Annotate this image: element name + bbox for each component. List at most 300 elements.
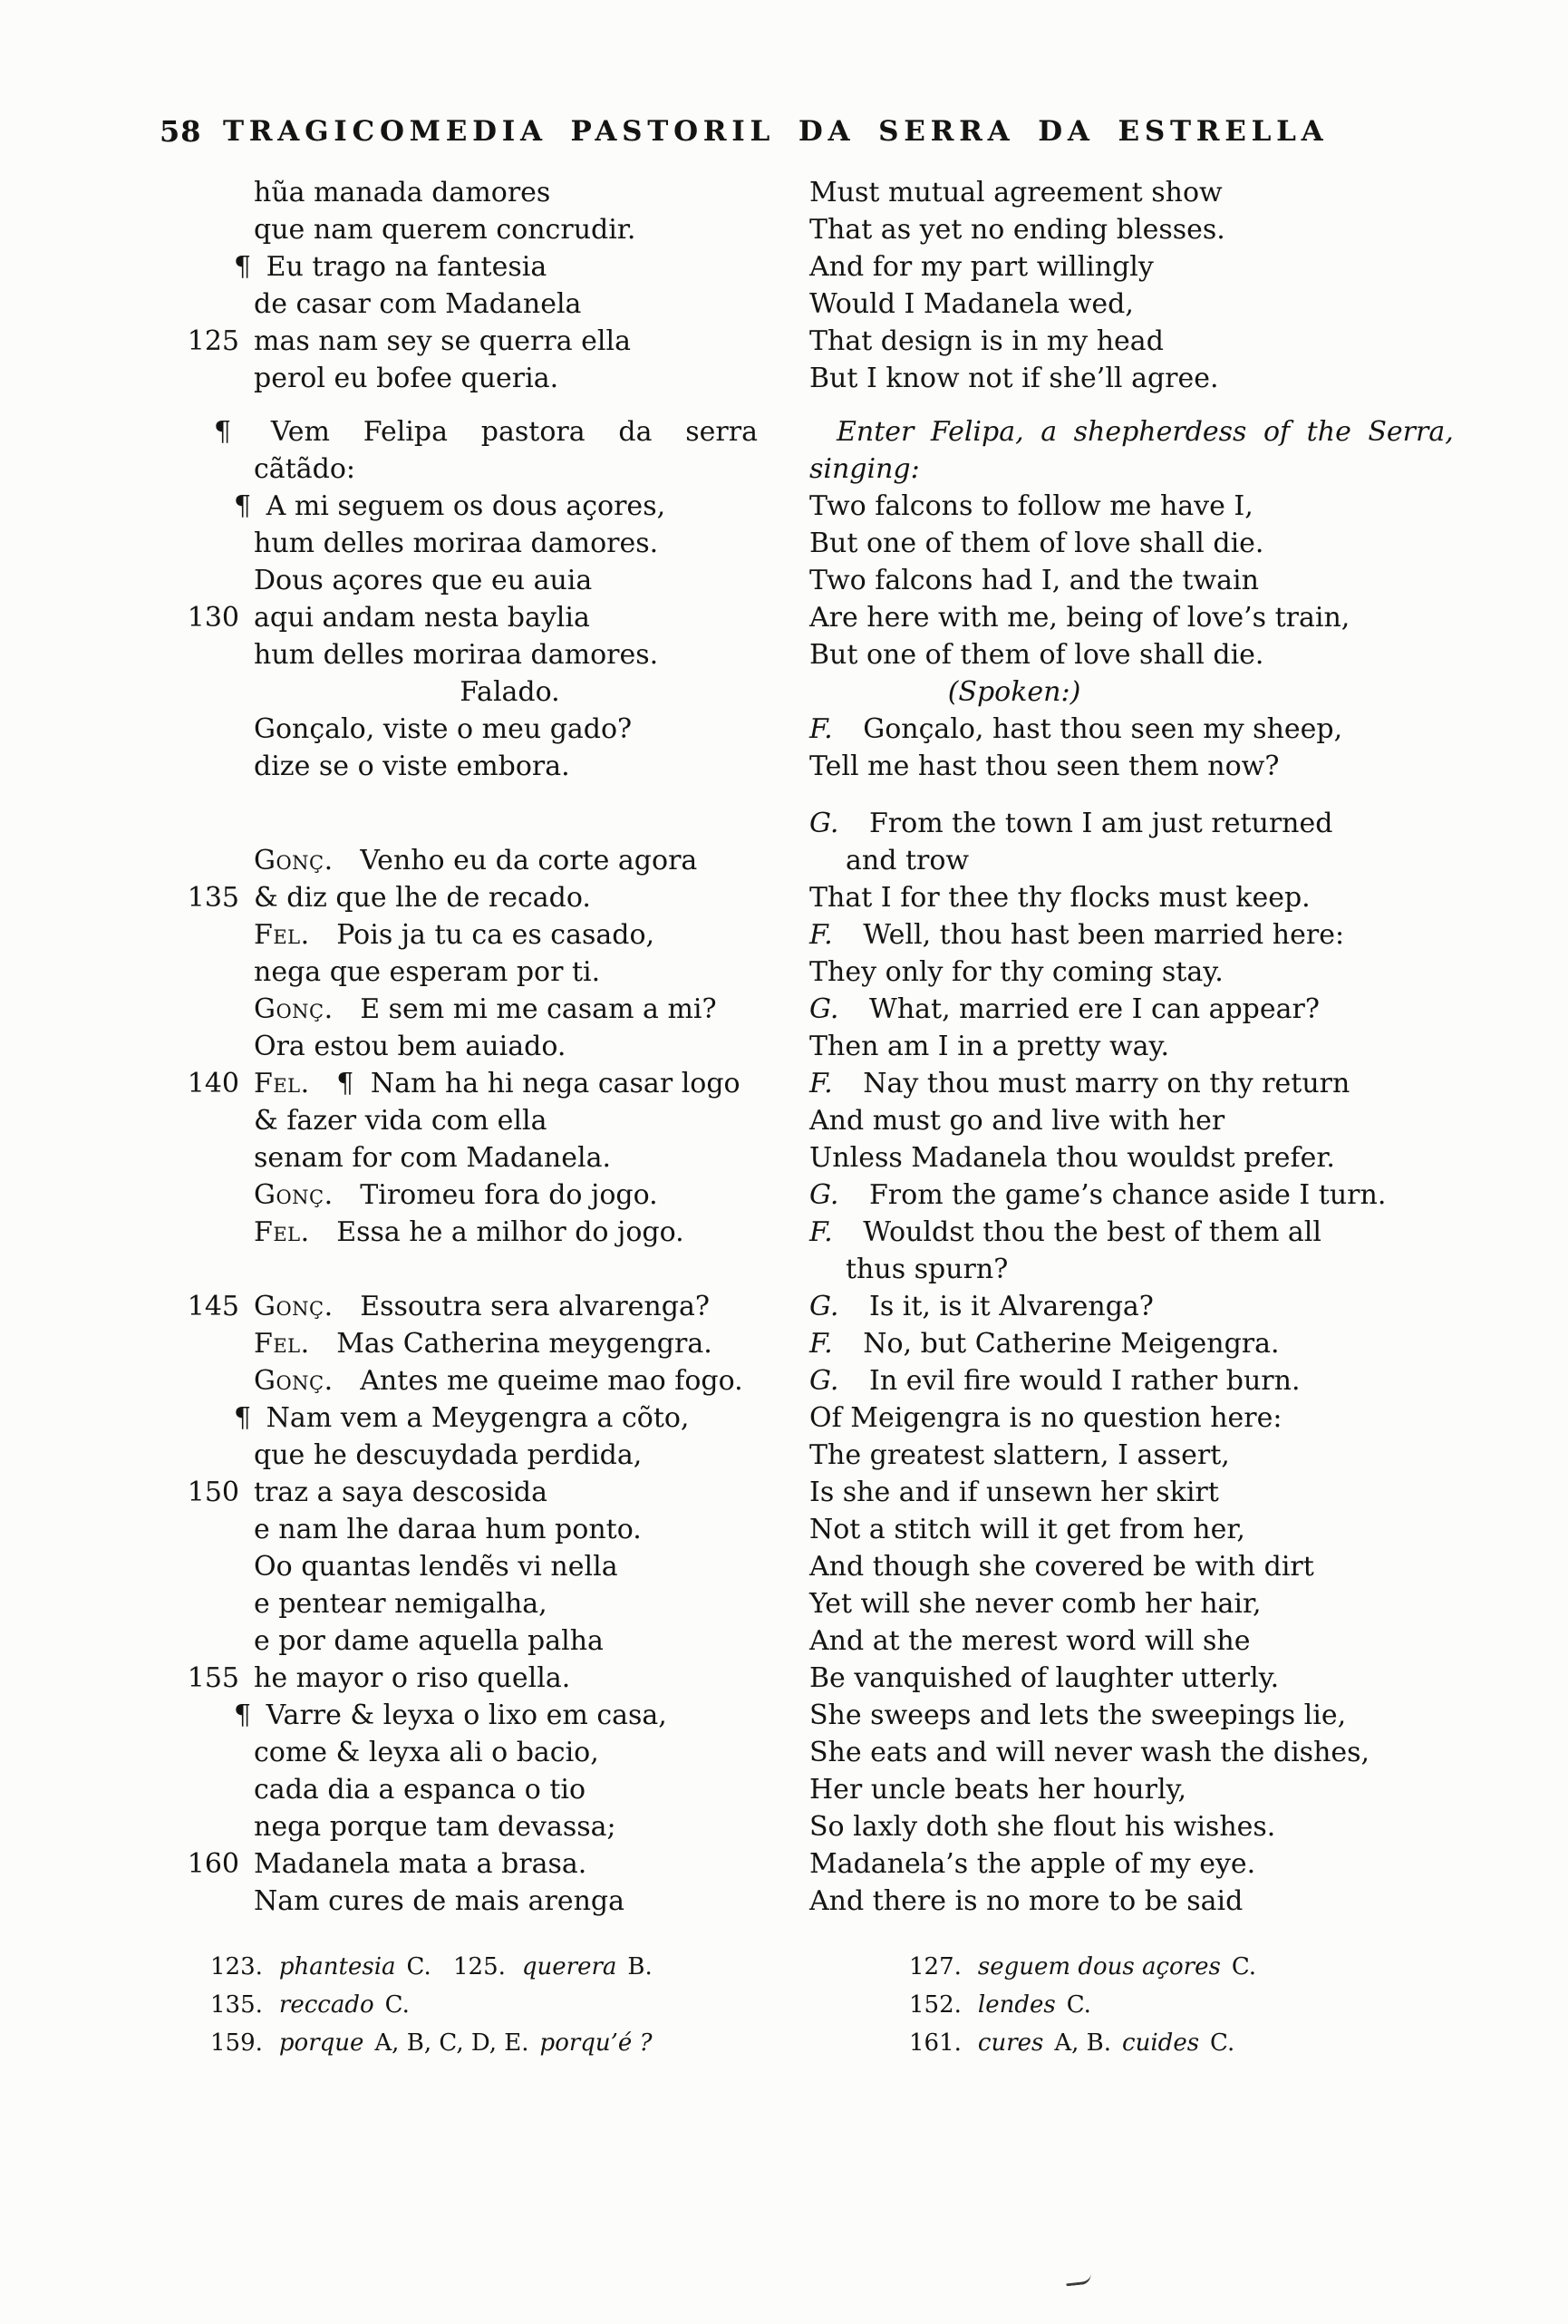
footnote-row	[163, 1987, 1450, 2025]
verse-text: But I know not if she’ll agree.	[809, 363, 1219, 394]
verse-text: e pentear nemigalha,	[254, 1588, 547, 1620]
verse-line-right	[809, 1548, 1516, 1585]
verse-text: And at the merest word will she	[809, 1625, 1251, 1657]
verse-text: In evil fire would I rather burn.	[868, 1365, 1301, 1397]
footnote-text: B.	[627, 1953, 653, 1980]
verse-line-left	[254, 1139, 809, 1177]
verse-text: Varre & leyxa o lixo em casa,	[266, 1699, 667, 1731]
verse-row	[163, 1845, 1523, 1883]
verse-text: Pois ja tu ca es casado,	[336, 919, 655, 951]
verse-row	[163, 248, 1523, 286]
verse-text: What, married ere I can appear?	[868, 993, 1320, 1025]
verse-text: Her uncle beats her hourly,	[809, 1774, 1187, 1806]
verse-line-right	[809, 1251, 1553, 1288]
verse-text: aqui andam nesta baylia	[254, 602, 590, 634]
pilcrow-icon: ¶	[336, 1068, 354, 1099]
verse-text: cada dia a espanca o tio	[254, 1774, 586, 1806]
footnote-text: cures	[977, 2029, 1044, 2057]
verse-line-right	[809, 599, 1516, 636]
verse-row	[163, 1139, 1523, 1177]
verse-text: That design is in my head	[809, 325, 1164, 357]
line-number: 130	[187, 602, 239, 634]
verse-row	[163, 1362, 1523, 1399]
verse-row	[163, 562, 1523, 599]
verse-text: Is she and if unsewn her skirt	[809, 1477, 1219, 1508]
verse-line-right	[809, 488, 1516, 525]
verse-line-right	[809, 991, 1516, 1028]
verse-text: So laxly doth she flout his wishes.	[809, 1811, 1276, 1843]
speaker-label: Gonç.	[254, 1365, 334, 1397]
verse-line-right	[809, 711, 1516, 748]
verse-text: Two falcons had I, and the twain	[809, 565, 1259, 596]
verse-line-left	[254, 879, 809, 916]
speaker-label: G.	[809, 1365, 839, 1397]
verse-row	[163, 916, 1523, 954]
pilcrow-icon: ¶	[214, 416, 232, 448]
verse-line-right	[809, 1845, 1516, 1883]
verse-row	[163, 711, 1523, 748]
verse-text: Tiromeu fora do jogo.	[360, 1179, 658, 1211]
footnote-line-ref: 127.	[909, 1953, 962, 1980]
footnote-line-ref: 125.	[453, 1953, 506, 1980]
footnote-text: A, B.	[1054, 2029, 1112, 2057]
verse-text: Not a stitch will it get from her,	[809, 1514, 1245, 1545]
verse-text: que he descuydada perdida,	[254, 1439, 643, 1471]
verse-row	[163, 174, 1523, 211]
verse-text: Essoutra sera alvarenga?	[360, 1291, 710, 1322]
verse-text: da	[618, 416, 653, 448]
verse-line-right	[809, 916, 1516, 954]
verse-line-left	[254, 1065, 809, 1102]
footnote-entry	[453, 1949, 663, 1985]
verse-line-right	[809, 1288, 1516, 1325]
verse-text: Are here with me, being of love’s train,	[809, 602, 1350, 634]
verse-text: hum delles moriraa damores.	[254, 528, 659, 559]
verse-text: he mayor o riso quella.	[254, 1662, 571, 1694]
verse-line-left	[254, 1845, 809, 1883]
verse-line-left	[254, 1102, 809, 1139]
footnote-line-ref: 135.	[210, 1991, 263, 2019]
verse-row	[163, 879, 1523, 916]
footnote-text: phantesia	[278, 1953, 396, 1980]
verse-line-left	[254, 748, 809, 785]
verse-row	[163, 1808, 1523, 1845]
verse-line-right	[809, 842, 1553, 879]
verse-text: senam for com Madanela.	[254, 1142, 612, 1174]
speaker-label: Fel.	[254, 1328, 310, 1360]
speaker-label: Gonç.	[254, 845, 334, 876]
line-number: 135	[187, 882, 239, 914]
verse-line-left	[254, 1214, 809, 1251]
verse-text: & fazer vida com ella	[254, 1105, 547, 1137]
pilcrow-icon: ¶	[234, 1402, 252, 1434]
footnote-row	[163, 1949, 1450, 1987]
verse-line-left	[254, 1362, 809, 1399]
verse-row	[163, 1102, 1523, 1139]
verse-line-left	[254, 1028, 809, 1065]
line-number: 160	[187, 1848, 239, 1880]
verse-text: Unless Madanela thou wouldst prefer.	[809, 1142, 1335, 1174]
verse-line-right	[809, 1437, 1516, 1474]
verse-line-right	[809, 1028, 1516, 1065]
verse-line-right	[809, 1214, 1516, 1251]
verse-text: Be vanquished of laughter utterly.	[809, 1662, 1280, 1694]
footnote-text: C.	[1231, 1953, 1257, 1980]
verse-row	[163, 1177, 1523, 1214]
verse-text: That as yet no ending blesses.	[809, 214, 1225, 246]
verse-text: Of Meigengra is no question here:	[809, 1402, 1282, 1434]
speaker-label: F.	[809, 1328, 833, 1360]
verse-text: From the town I am just returned	[868, 808, 1333, 839]
footnote-entry	[210, 1949, 442, 1985]
verse-text: The greatest slattern, I assert,	[809, 1439, 1230, 1471]
verse-row	[163, 1585, 1523, 1622]
verse-row	[163, 1734, 1523, 1771]
verse-line-right	[809, 1622, 1516, 1660]
verse-text: cãtãdo:	[254, 453, 356, 485]
footnote-row	[163, 2025, 1450, 2063]
verse-text: Well, thou hast been married here:	[863, 919, 1345, 951]
verse-line-left	[254, 1437, 809, 1474]
speaker-label: G.	[809, 993, 839, 1025]
pilcrow-icon: ¶	[234, 251, 252, 283]
verse-line-left	[214, 413, 809, 450]
verse-text: mas nam sey se querra ella	[254, 325, 631, 357]
verse-text: Dous açores que eu auia	[254, 565, 593, 596]
verse-row	[163, 954, 1523, 991]
verse-text: They only for thy coming stay.	[809, 956, 1224, 988]
speaker-label: G.	[809, 808, 839, 839]
speaker-label: Gonç.	[254, 993, 334, 1025]
verse-text: Essa he a milhor do jogo.	[336, 1216, 684, 1248]
footnotes	[163, 1949, 1450, 2063]
verse-text: serra	[685, 416, 758, 448]
verse-row	[163, 450, 1523, 488]
verse-text: Madanela mata a brasa.	[254, 1848, 587, 1880]
verse-line-right	[809, 1102, 1516, 1139]
verse-line-right	[809, 1883, 1516, 1920]
footnote-line-ref: 152.	[909, 1991, 962, 2019]
verse-row	[163, 413, 1523, 450]
verse-text: Mas Catherina meygengra.	[336, 1328, 712, 1360]
verse-row	[163, 599, 1523, 636]
verse-text: Vem	[270, 416, 330, 448]
verse-line-right	[809, 1808, 1516, 1845]
verse-text: nega que esperam por ti.	[254, 956, 601, 988]
verse-row	[163, 1214, 1523, 1251]
footnote-text: cuides	[1122, 2029, 1200, 2057]
verse-row	[163, 1474, 1523, 1511]
verse-text: que nam querem concrudir.	[254, 214, 636, 246]
footnote-text: porqu’é ?	[539, 2029, 653, 2057]
verse-line-right	[809, 174, 1516, 211]
verse-text: and trow	[846, 845, 970, 876]
verse-line-left	[254, 842, 809, 879]
verse-text: Nam ha hi nega casar logo	[370, 1068, 740, 1099]
footnote-text: lendes	[977, 1991, 1056, 2019]
verse-line-right	[809, 1585, 1516, 1622]
verse-text: dize se o viste embora.	[254, 750, 570, 782]
verse-text: But one of them of love shall die.	[809, 528, 1264, 559]
line-number: 140	[187, 1068, 239, 1099]
verse-line-right	[809, 1697, 1516, 1734]
verse-text: Tell me hast thou seen them now?	[809, 750, 1280, 782]
footnote-entry	[210, 2025, 663, 2061]
verse-line-left	[254, 1808, 809, 1845]
verse-line-right	[809, 360, 1516, 397]
verse-line-right	[809, 879, 1516, 916]
line-number: 125	[187, 325, 239, 357]
verse-text: perol eu bofee queria.	[254, 363, 559, 394]
verse-row	[163, 1325, 1523, 1362]
verse-line-right	[809, 954, 1516, 991]
footnote-text: seguem dous açores	[977, 1953, 1221, 1980]
pilcrow-icon: ¶	[234, 1699, 252, 1731]
verse-text: Eu trago na fantesia	[266, 251, 547, 283]
verse-line-left	[254, 711, 809, 748]
speaker-label: Fel.	[254, 919, 310, 951]
verse-line-right	[809, 805, 1516, 842]
verse-line-left	[254, 323, 809, 360]
verse-line-left	[234, 248, 809, 286]
verse-row	[163, 1065, 1523, 1102]
verse-text: e nam lhe daraa hum ponto.	[254, 1514, 642, 1545]
footnote-line-ref: 159.	[210, 2029, 263, 2057]
verse-text: Yet will she never comb her hair,	[809, 1588, 1262, 1620]
verse-row	[163, 748, 1523, 785]
verse-row	[163, 323, 1523, 360]
verse-line-right	[809, 636, 1516, 673]
footnote-line-ref: 123.	[210, 1953, 263, 1980]
verse-row	[163, 636, 1523, 673]
speaker-label: F.	[809, 1068, 833, 1099]
verse-row	[163, 805, 1523, 842]
verse-line-right	[809, 450, 1516, 488]
verse-line-right	[809, 1177, 1516, 1214]
verse-text: Two falcons to follow me have I,	[809, 490, 1253, 522]
verse-row	[163, 211, 1523, 248]
verse-line-left	[254, 1660, 809, 1697]
footnote-text: A, B, C, D, E.	[374, 2029, 529, 2057]
speaker-label: Gonç.	[254, 1179, 334, 1211]
verse-text: (Spoken:)	[947, 676, 1081, 708]
verse-line-right	[809, 1362, 1516, 1399]
footnote-text: C.	[384, 1991, 410, 2019]
verse-line-right	[809, 1139, 1516, 1177]
verse-row	[163, 1437, 1523, 1474]
verse-row	[163, 1660, 1523, 1697]
footnote-text: porque	[278, 2029, 364, 2057]
verse-row	[163, 488, 1523, 525]
verse-line-right	[809, 1771, 1516, 1808]
verse-line-right	[809, 413, 1544, 450]
speaker-label: F.	[809, 1216, 833, 1248]
verse-line-left	[254, 1177, 809, 1214]
verse-line-left	[254, 174, 809, 211]
verse-text: Must mutual agreement show	[809, 177, 1223, 208]
verse-line-left	[254, 991, 809, 1028]
verse-row	[163, 1548, 1523, 1585]
verse-text: Oo quantas lendẽs vi nella	[254, 1551, 618, 1583]
verse-text: Nam cures de mais arenga	[254, 1885, 625, 1917]
verse-text: And though she covered be with dirt	[809, 1551, 1314, 1583]
verse-line-left	[254, 450, 809, 488]
verse-line-right	[809, 525, 1516, 562]
verse-text: Would I Madanela wed,	[809, 288, 1134, 320]
verse-line-left	[234, 1697, 809, 1734]
verse-line-left	[254, 636, 809, 673]
verse-row	[163, 1028, 1523, 1065]
verse-line-right	[809, 286, 1516, 323]
verse-row	[163, 1288, 1523, 1325]
verse-line-left	[254, 1325, 809, 1362]
verse-line-left	[254, 673, 809, 711]
pilcrow-icon: ¶	[234, 490, 252, 522]
speaker-label: Fel.	[254, 1216, 310, 1248]
footnote-text: reccado	[278, 1991, 374, 2019]
verse-text: She sweeps and lets the sweepings lie,	[809, 1699, 1347, 1731]
verse-line-right	[809, 1065, 1516, 1102]
footnote-entry	[210, 1987, 421, 2023]
speaker-label: Gonç.	[254, 1291, 334, 1322]
verse-text: hũa manada damores	[254, 177, 551, 208]
verse-text: A mi seguem os dous açores,	[266, 490, 666, 522]
verse-line-right	[809, 1660, 1516, 1697]
ink-squiggle-mark	[1066, 2274, 1092, 2287]
verse-line-right	[809, 748, 1516, 785]
verse-text: Gonçalo, viste o meu gado?	[254, 713, 633, 745]
verse-row	[163, 991, 1523, 1028]
verse-row	[163, 1771, 1523, 1808]
verse-row	[163, 360, 1523, 397]
verse-row	[163, 1883, 1523, 1920]
page-number: 58	[160, 114, 202, 149]
verse-row	[163, 1511, 1523, 1548]
verse-line-right	[809, 1399, 1516, 1437]
verse-text: thus spurn?	[846, 1254, 1009, 1285]
verse-line-left	[234, 1399, 809, 1437]
verse-line-right	[809, 248, 1516, 286]
verse-text: Antes me queime mao fogo.	[360, 1365, 743, 1397]
verse-text: Falado.	[460, 676, 560, 708]
verse-text: And there is no more to be said	[809, 1885, 1244, 1917]
speaker-label: G.	[809, 1179, 839, 1211]
verse-text: But one of them of love shall die.	[809, 639, 1264, 671]
verse-text: come & leyxa ali o bacio,	[254, 1737, 599, 1768]
verse-text: de casar com Madanela	[254, 288, 582, 320]
verse-text: Felipa	[363, 416, 448, 448]
verse-text: E sem mi me casam a mi?	[360, 993, 717, 1025]
running-head: TRAGICOMEDIA PASTORIL DA SERRA DA ESTRELLA	[223, 115, 1329, 148]
verse-line-right	[809, 323, 1516, 360]
verse-line-left	[254, 1548, 809, 1585]
verse-line-right	[809, 211, 1516, 248]
verse-line-right	[809, 1734, 1516, 1771]
verse-text: She eats and will never wash the dishes,	[809, 1737, 1370, 1768]
verse-row	[163, 1622, 1523, 1660]
verse-row	[163, 1251, 1523, 1288]
verse-line-left	[254, 1511, 809, 1548]
verse-line-left	[254, 954, 809, 991]
verse-row	[163, 1399, 1523, 1437]
verse-row	[163, 673, 1523, 711]
verse-text: Is it, is it Alvarenga?	[868, 1291, 1154, 1322]
verse-line-left	[254, 1734, 809, 1771]
verse-text: & diz que lhe de recado.	[254, 882, 591, 914]
verse-line-left	[254, 1622, 809, 1660]
verse-line-right	[809, 1511, 1516, 1548]
verse-line-left	[254, 1771, 809, 1808]
verse-row	[163, 525, 1523, 562]
verse-text: Venho eu da corte agora	[360, 845, 698, 876]
footnote-entry	[909, 1987, 1102, 2023]
line-number: 150	[187, 1477, 239, 1508]
verse-line-left	[254, 916, 809, 954]
verse-text: Nay thou must marry on thy return	[863, 1068, 1350, 1099]
line-number: 155	[187, 1662, 239, 1694]
verse-text: Ora estou bem auiado.	[254, 1031, 566, 1062]
verse-line-left	[254, 1883, 809, 1920]
verse-line-left	[254, 360, 809, 397]
speaker-label: Fel.	[254, 1068, 310, 1099]
verse-line-right	[809, 1325, 1516, 1362]
verse-text: e por dame aquella palha	[254, 1625, 604, 1657]
footnote-text: C.	[406, 1953, 431, 1980]
verse-text: hum delles moriraa damores.	[254, 639, 659, 671]
verse-line-left	[254, 1474, 809, 1511]
verse-text: And must go and live with her	[809, 1105, 1225, 1137]
footnote-text: C.	[1066, 1991, 1091, 2019]
verse-line-left	[234, 488, 809, 525]
speaker-label: F.	[809, 919, 833, 951]
verse-line-left	[254, 1585, 809, 1622]
verse-text: Wouldst thou the best of them all	[863, 1216, 1322, 1248]
verse-line-left	[254, 599, 809, 636]
footnote-line-ref: 161.	[909, 2029, 962, 2057]
verse-text: From the game’s chance aside I turn.	[868, 1179, 1387, 1211]
verse-line-left	[254, 1288, 809, 1325]
verse-row	[163, 1697, 1523, 1734]
verse-text: That I for thee thy flocks must keep.	[809, 882, 1311, 914]
verse-text: Enter Felipa, a shepherdess of the Serra,	[837, 416, 1454, 448]
speaker-label: G.	[809, 1291, 839, 1322]
footnote-entry	[909, 1949, 1267, 1985]
verse-text: traz a saya descosida	[254, 1477, 547, 1508]
footnote-text: C.	[1210, 2029, 1235, 2057]
verse-row	[163, 842, 1523, 879]
verse-text: Then am I in a pretty way.	[809, 1031, 1170, 1062]
verse-text: Gonçalo, hast thou seen my sheep,	[863, 713, 1343, 745]
speaker-label: F.	[809, 713, 833, 745]
footnote-text: querera	[521, 1953, 617, 1980]
verse-line-left	[254, 525, 809, 562]
verse-text: Madanela’s the apple of my eye.	[809, 1848, 1256, 1880]
verse-line-right	[809, 1474, 1516, 1511]
line-number: 145	[187, 1291, 239, 1322]
verse-text: nega porque tam devassa;	[254, 1811, 616, 1843]
verse-text: And for my part willingly	[809, 251, 1154, 283]
verse-line-left	[254, 562, 809, 599]
verse-line-left	[254, 286, 809, 323]
verse-text: Nam vem a Meygengra a cõto,	[266, 1402, 690, 1434]
verse-text: No, but Catherine Meigengra.	[863, 1328, 1280, 1360]
verse-line-right	[809, 673, 1516, 711]
verse-body	[163, 174, 1523, 1920]
verse-text: singing:	[809, 453, 920, 485]
footnote-entry	[909, 2025, 1245, 2061]
verse-text: pastora	[480, 416, 586, 448]
verse-row	[163, 286, 1523, 323]
